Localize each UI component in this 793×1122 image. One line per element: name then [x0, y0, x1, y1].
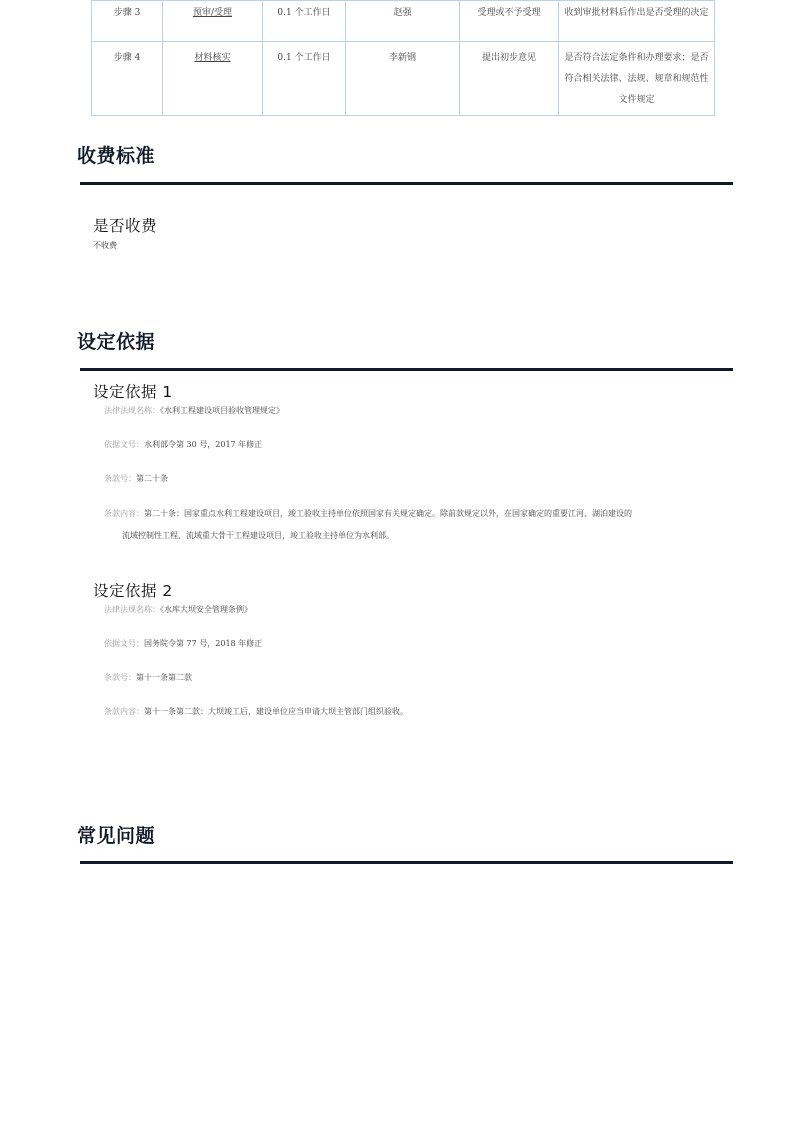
section-divider	[80, 861, 733, 864]
field-value: 《水利工程建设项目验收管理规定》	[160, 406, 284, 415]
fee-value: 不收费	[93, 241, 117, 250]
step-standard-line: 收到审批材料后作出是否受理的决定	[564, 8, 709, 18]
fee-sub-heading: 是否收费	[93, 217, 158, 235]
step-result-cell: 提出初步意见	[460, 42, 559, 116]
step-standard-line: 文件规定	[618, 95, 655, 105]
basis-item-title: 设定依据 1	[93, 383, 173, 401]
basis-item-title: 设定依据 2	[93, 582, 173, 600]
section-divider	[80, 368, 733, 371]
field-label: 法律法规名称：	[104, 605, 160, 614]
field-value-continued: 流域控制性工程、流域重大骨干工程建设项目，竣工验收主持单位为水利部。	[122, 531, 394, 540]
step-number-cell: 步骤 3	[92, 1, 163, 42]
field-value: 第十一条第二款：大坝竣工后，建设单位应当申请大坝主管部门组织验收。	[144, 707, 408, 716]
field-value: 水利部令第 30 号，2017 年修正	[144, 440, 263, 449]
step-standard-cell	[559, 42, 715, 116]
table-row	[92, 1, 715, 42]
step-name-link[interactable]: 预审/受理	[192, 8, 233, 18]
step-standard-line: 符合相关法律、法规、规章和规范性	[564, 74, 709, 84]
field-label: 法律法规名称：	[104, 406, 160, 415]
step-standard-cell	[559, 1, 715, 42]
fee-section-heading: 收费标准	[77, 145, 156, 167]
field-value: 第二十条	[136, 474, 168, 483]
step-time-cell: 0.1 个工作日	[263, 1, 346, 42]
step-person-cell: 赵强	[346, 1, 460, 42]
basis-clause-number	[104, 667, 704, 689]
field-value: 《水库大坝安全管理条例》	[160, 605, 252, 614]
step-result-cell: 受理或不予受理	[460, 1, 559, 42]
table-row	[92, 42, 715, 116]
step-time-cell: 0.1 个工作日	[263, 42, 346, 116]
field-label: 条款号：	[104, 673, 136, 682]
basis-law-name	[104, 599, 704, 621]
step-standard-line: 是否符合法定条件和办理要求；是否	[564, 53, 709, 63]
step-person-cell: 李新钢	[346, 42, 460, 116]
field-label: 依据文号：	[104, 639, 144, 648]
field-value: 第十一条第二款	[136, 673, 192, 682]
field-label: 依据文号：	[104, 440, 144, 449]
basis-clause-content	[104, 503, 694, 547]
step-number-cell: 步骤 4	[92, 42, 163, 116]
step-name-cell	[163, 1, 263, 42]
basis-clause-number	[104, 468, 704, 490]
basis-doc-number	[104, 434, 704, 456]
basis-section-heading: 设定依据	[77, 331, 156, 353]
basis-clause-content	[104, 701, 704, 723]
faq-section-heading: 常见问题	[77, 825, 156, 847]
step-name-cell	[163, 42, 263, 116]
section-divider	[80, 182, 733, 185]
field-label: 条款号：	[104, 474, 136, 483]
basis-doc-number	[104, 633, 704, 655]
field-label: 条款内容：	[104, 707, 144, 716]
field-value: 国务院令第 77 号，2018 年修正	[144, 639, 263, 648]
steps-table	[91, 0, 715, 116]
field-value: 第二十条：国家重点水利工程建设项目，竣工验收主持单位依照国家有关规定确定。除前款规定以外，在国家确定的重要江河、湖泊建设的	[144, 509, 632, 518]
basis-law-name	[104, 400, 704, 422]
field-label: 条款内容：	[104, 509, 144, 518]
step-name-link[interactable]: 材料核实	[194, 53, 231, 63]
